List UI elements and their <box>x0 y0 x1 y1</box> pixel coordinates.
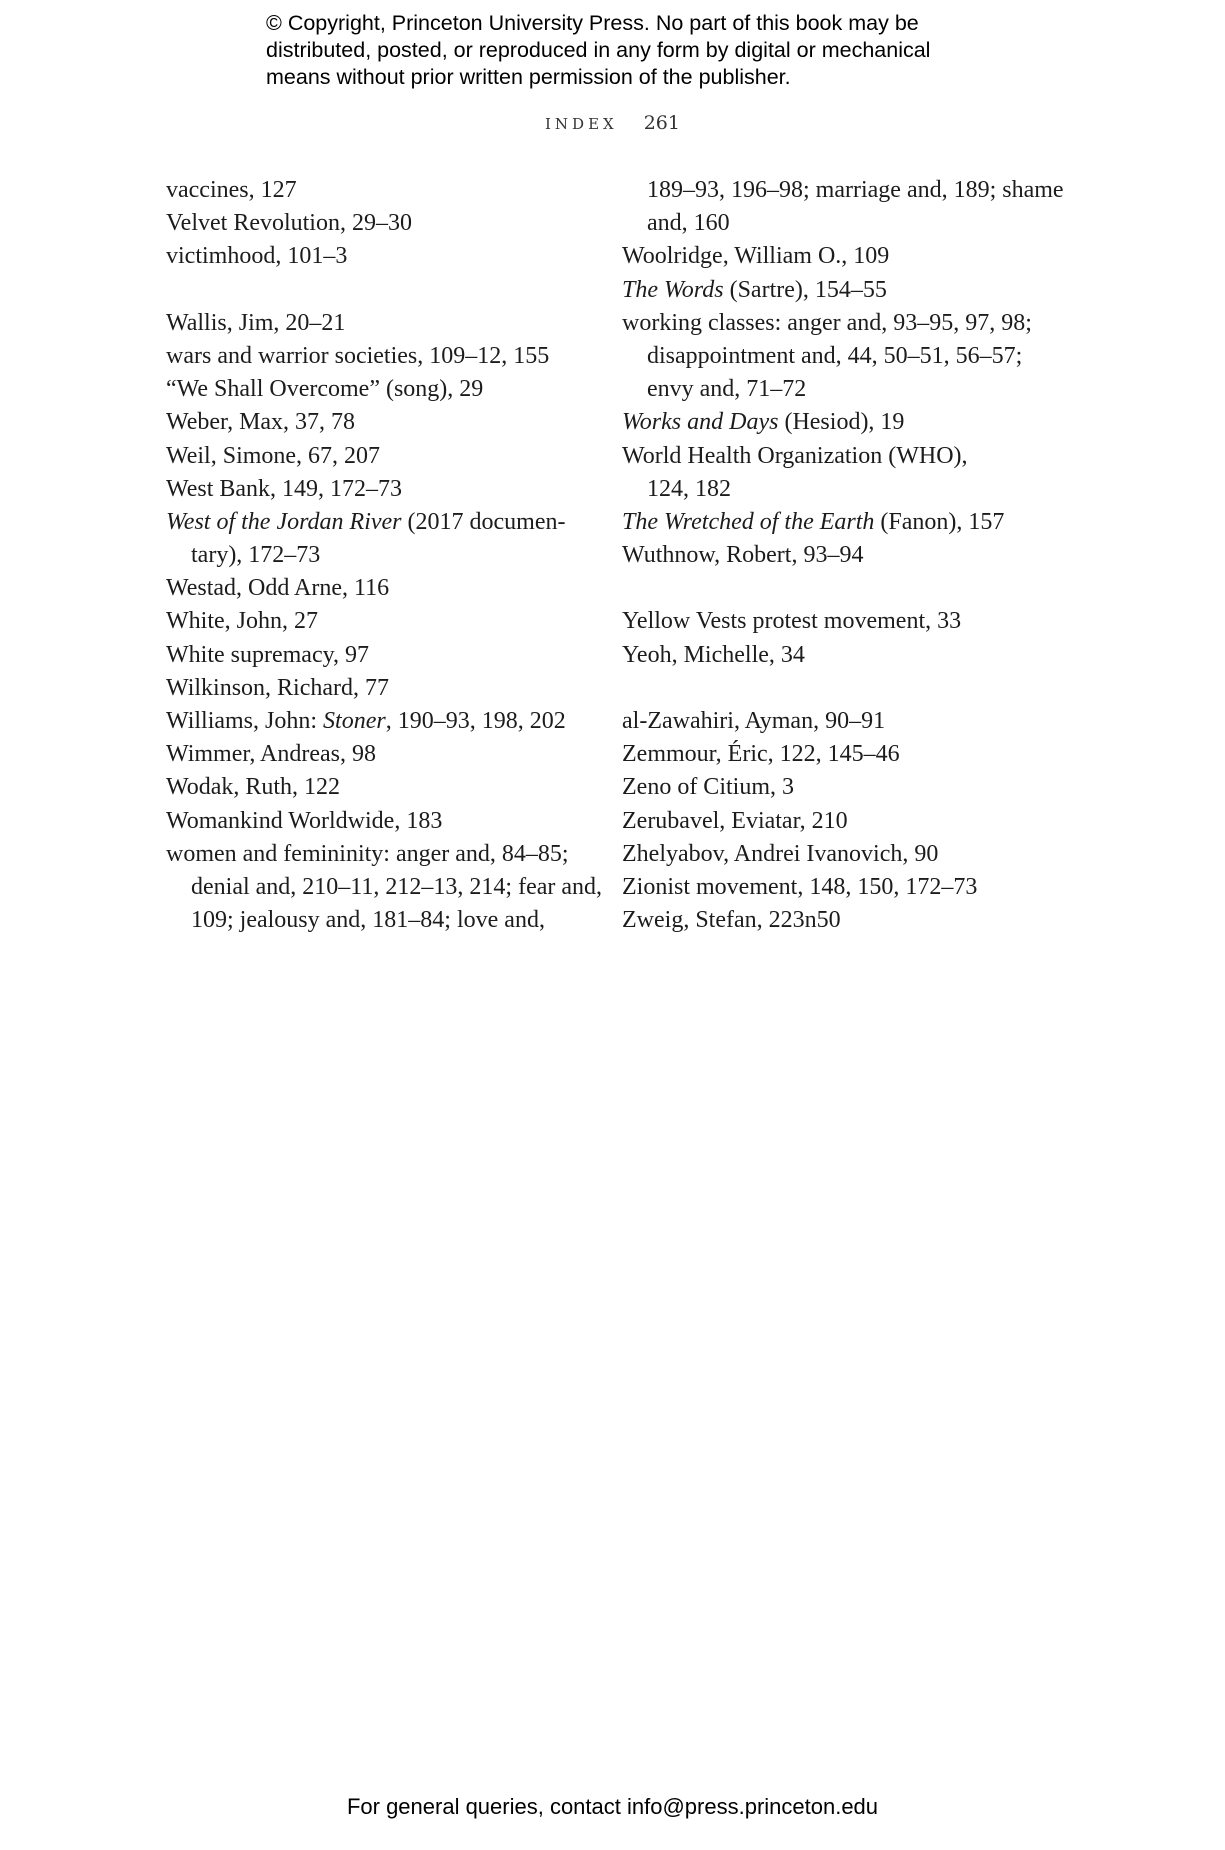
index-entry: women and femininity: anger and, 84–85; <box>166 840 569 867</box>
index-entry <box>166 506 576 539</box>
index-entry: Yeoh, Michelle, 34 <box>622 641 805 668</box>
entry-text: Williams, John: <box>166 708 324 734</box>
index-entry-continuation: envy and, 71–72 <box>647 376 807 403</box>
work-title: West of the Jordan River <box>166 508 402 535</box>
entry-text: , 190–93, 198, 202 <box>385 708 566 734</box>
index-entry: Wuthnow, Robert, 93–94 <box>622 542 864 569</box>
index-entry-continuation: 124, 182 <box>647 475 731 502</box>
index-entry: Zionist movement, 148, 150, 172–73 <box>622 873 978 900</box>
index-entry <box>622 506 1042 539</box>
entry-text: (Hesiod), 19 <box>778 409 905 436</box>
index-entry-continuation: disappointment and, 44, 50–51, 56–57; <box>647 342 1023 369</box>
page-number: 261 <box>643 112 680 134</box>
entry-text: (Sartre), 154–55 <box>723 276 887 303</box>
index-entry: working classes: anger and, 93–95, 97, 98; <box>622 309 1032 336</box>
work-title: The Words <box>622 276 724 303</box>
index-entry: Zerubavel, Eviatar, 210 <box>622 807 848 834</box>
index-entry-continuation: and, 160 <box>647 210 730 237</box>
index-entry: Wilkinson, Richard, 77 <box>166 674 390 701</box>
letter-group-gap <box>622 572 1042 605</box>
index-entry: World Health Organization (WHO), <box>622 442 968 469</box>
running-head <box>0 112 1225 134</box>
entry-text: (2017 documen- <box>401 508 566 535</box>
copyright-notice <box>266 10 986 91</box>
work-title: The Wretched of the Earth <box>622 508 875 535</box>
index-entry <box>166 705 576 738</box>
index-entry: Womankind Worldwide, 183 <box>166 807 443 834</box>
copyright-line: means without prior written permission of the publisher. <box>266 65 791 89</box>
index-entry-continuation: tary), 172–73 <box>191 542 321 569</box>
index-entry: West Bank, 149, 172–73 <box>166 475 403 502</box>
index-entry: victimhood, 101–3 <box>166 243 348 270</box>
entry-text: (Fanon), 157 <box>874 508 1005 535</box>
index-entry: Westad, Odd Arne, 116 <box>166 575 390 602</box>
index-entry: Zhelyabov, Andrei Ivanovich, 90 <box>622 840 939 867</box>
index-entry-continuation: 189–93, 196–98; marriage and, 189; shame <box>647 177 1064 203</box>
index-entry: Wallis, Jim, 20–21 <box>166 309 346 336</box>
index-entry: Zeno of Citium, 3 <box>622 774 794 801</box>
index-entry: vaccines, 127 <box>166 177 297 203</box>
index-entry: al-Zawahiri, Ayman, 90–91 <box>622 708 886 734</box>
index-entry: Zweig, Stefan, 223n50 <box>622 907 841 934</box>
footer-contact: For general queries, contact info@press.princeton.edu <box>346 1794 879 1819</box>
index-column-right <box>622 174 1064 937</box>
index-entry: Woolridge, William O., 109 <box>622 243 890 270</box>
index-entry: Weil, Simone, 67, 207 <box>166 442 381 469</box>
index-entry: Zemmour, Éric, 122, 145–46 <box>622 741 900 768</box>
index-entry: Weber, Max, 37, 78 <box>166 409 356 436</box>
index-column-left <box>166 174 603 937</box>
index-entry <box>622 406 1042 439</box>
work-title: Works and Days <box>622 409 779 436</box>
index-entry-continuation: 109; jealousy and, 181–84; love and, <box>191 907 545 934</box>
index-entry: Velvet Revolution, 29–30 <box>166 210 412 237</box>
index-entry <box>622 274 1042 307</box>
index-entry-continuation: denial and, 210–11, 212–13, 214; fear and, <box>191 873 603 900</box>
index-entry: Yellow Vests protest movement, 33 <box>622 608 962 635</box>
index-entry: White supremacy, 97 <box>166 641 370 668</box>
copyright-line: © Copyright, Princeton University Press. No part of this book may be <box>266 11 919 35</box>
index-entry: White, John, 27 <box>166 608 318 635</box>
copyright-line: distributed, posted, or reproduced in any form by digital or mechanical <box>266 38 931 62</box>
running-head-label: INDEX <box>545 115 618 133</box>
letter-group-gap <box>622 672 1042 705</box>
index-entry: wars and warrior societies, 109–12, 155 <box>166 342 550 369</box>
index-entry: “We Shall Overcome” (song), 29 <box>166 376 484 403</box>
work-title: Stoner <box>323 708 386 734</box>
index-entry: Wimmer, Andreas, 98 <box>166 741 377 768</box>
letter-group-gap <box>166 274 576 307</box>
index-entry: Wodak, Ruth, 122 <box>166 774 341 801</box>
